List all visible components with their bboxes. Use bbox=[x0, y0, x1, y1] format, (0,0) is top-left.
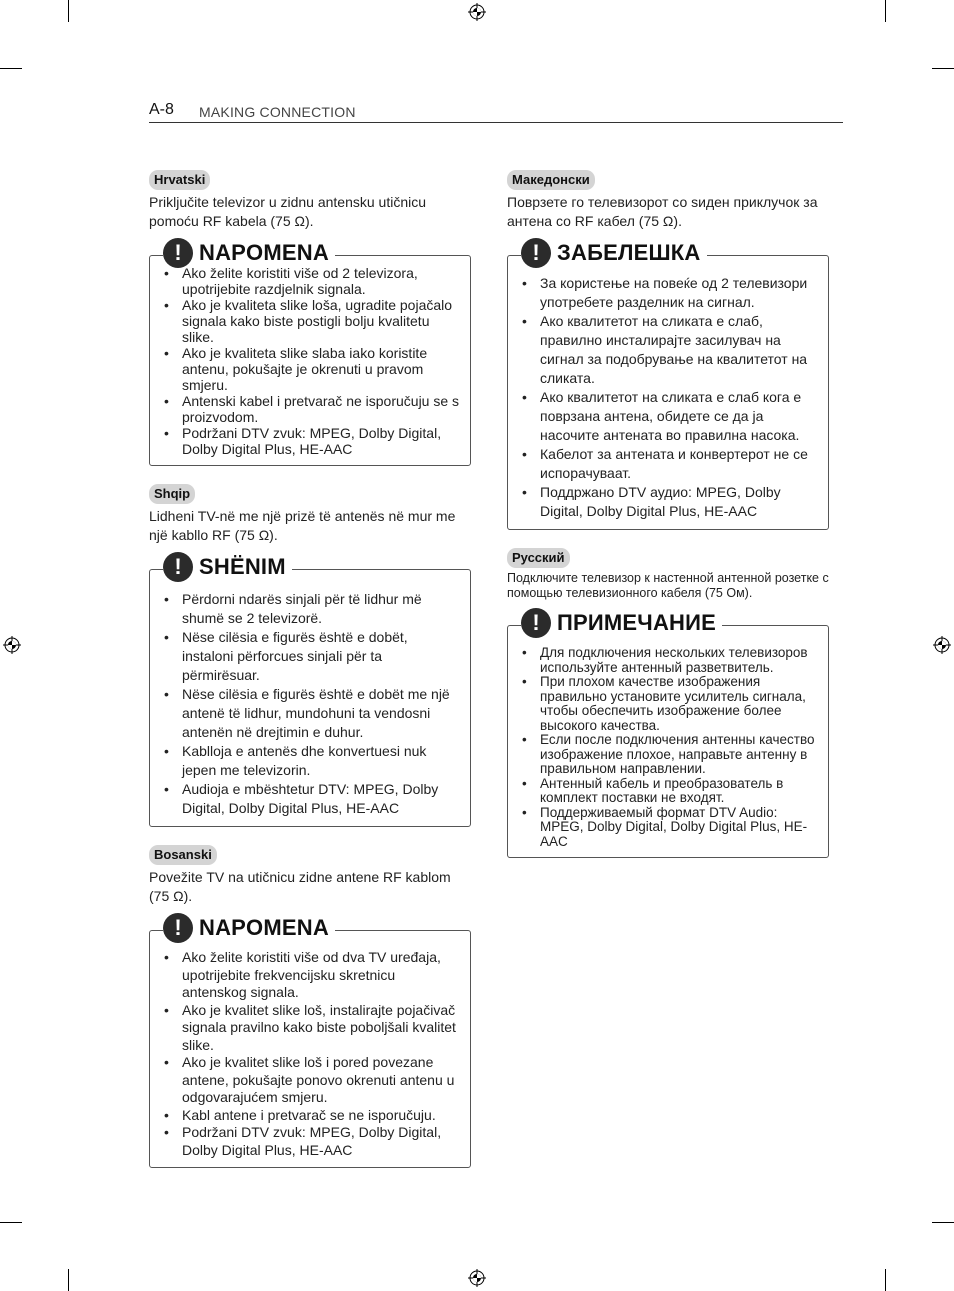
note-header bbox=[163, 913, 335, 943]
lang-section-shqip bbox=[149, 484, 471, 827]
instruction-text: Подключите телевизор к настенной антенной розетке с помощью телевизионного кабеля (75 Ом). bbox=[507, 571, 829, 600]
crop-mark bbox=[932, 1222, 954, 1223]
instruction-text: Priključite televizor u zidnu antensku utičnicu pomoću RF kabela (75 Ω). bbox=[149, 194, 427, 229]
note-box bbox=[149, 554, 471, 827]
instruction-text: Поврзете го телевизорот со ѕиден приклучок за антена со RF кабел (75 Ω). bbox=[507, 194, 818, 229]
crop-mark bbox=[885, 0, 886, 22]
language-tag: Bosanski bbox=[149, 845, 217, 865]
list-item: • Если после подключения антенны качество изображение плохое, направьте антенну в правильном направлении. bbox=[534, 733, 818, 777]
crop-mark bbox=[0, 1222, 22, 1223]
crop-mark bbox=[932, 68, 954, 69]
lang-section-russkiy bbox=[507, 548, 829, 858]
language-tag: Македонски bbox=[507, 170, 595, 190]
crosshair-registration-icon bbox=[468, 3, 486, 21]
list-item: • Ako želite koristiti više od 2 televizora, upotrijebite razdjelnik signala. bbox=[176, 265, 460, 297]
crop-mark bbox=[885, 1269, 886, 1291]
exclamation-icon: ! bbox=[163, 552, 193, 582]
note-list bbox=[156, 949, 460, 1159]
exclamation-icon: ! bbox=[163, 913, 193, 943]
note-list bbox=[514, 274, 818, 521]
crop-mark bbox=[68, 0, 69, 22]
list-item: • При плохом качестве изображения правильно установите усилитель сигнала, чтобы обеспечить изображение более высокого качества. bbox=[534, 675, 818, 733]
note-title: SHËNIM bbox=[199, 554, 286, 579]
note-list bbox=[514, 646, 818, 849]
list-item: • За користење на повеќе од 2 телевизори употребете разделник на сигнал. bbox=[534, 274, 818, 312]
list-item: • Кабелот за антената и конвертерот не се испорачуваат. bbox=[534, 445, 818, 483]
note-header bbox=[521, 608, 722, 638]
note-box bbox=[507, 240, 829, 530]
left-column bbox=[149, 170, 471, 1186]
list-item: • Ako je kvaliteta slike loša, ugradite pojačalo signala kako biste postigli bolju kvalitetu slike. bbox=[176, 297, 460, 345]
lang-section-bosanski bbox=[149, 845, 471, 1168]
note-list bbox=[156, 265, 460, 457]
list-item: • Ako je kvaliteta slike slaba iako koristite antenu, pokušajte je okrenuti u pravom smjeru. bbox=[176, 345, 460, 393]
list-item: • Ако квалитетот на сликата е слаб, правилно инсталирајте засилувач на сигнал за подобрување на квалитетот на сликата. bbox=[534, 312, 818, 388]
list-item: • Ako je kvalitet slike loš, instalirajte pojačivač signala pravilno kako biste poboljšali kvalitet slike. bbox=[176, 1002, 460, 1055]
crop-mark bbox=[0, 68, 22, 69]
list-item: • Поддржано DTV аудио: MPEG, Dolby Digital, Dolby Digital Plus, HE-AAC bbox=[534, 483, 818, 521]
section-title: MAKING CONNECTION bbox=[199, 104, 356, 120]
exclamation-icon: ! bbox=[521, 608, 551, 638]
list-item: • Antenski kabel i pretvarač ne isporučuju se s proizvodom. bbox=[176, 393, 460, 425]
note-title: ПРИМЕЧАНИЕ bbox=[557, 610, 717, 635]
list-item: • Podržani DTV zvuk: MPEG, Dolby Digital, Dolby Digital Plus, HE-AAC bbox=[176, 425, 460, 457]
exclamation-icon: ! bbox=[521, 238, 551, 268]
list-item: • Ako je kvalitet slike loš i pored povezane antene, pokušajte ponovo okrenuti antenu u odgovarajućem smjeru. bbox=[176, 1054, 460, 1107]
list-item: • Kablloja e antenës dhe konvertuesi nuk jepen me televizorin. bbox=[176, 742, 460, 780]
language-tag: Shqip bbox=[149, 484, 195, 504]
right-column bbox=[507, 170, 829, 876]
note-title: NAPOMENA bbox=[199, 240, 329, 265]
list-item: • Podržani DTV zvuk: MPEG, Dolby Digital, Dolby Digital Plus, HE-AAC bbox=[176, 1124, 460, 1159]
crosshair-registration-icon bbox=[3, 636, 21, 654]
lang-section-hrvatski bbox=[149, 170, 471, 466]
note-box bbox=[507, 610, 829, 858]
exclamation-icon: ! bbox=[163, 238, 193, 268]
list-item: • Для подключения нескольких телевизоров используйте антенный разветвитель. bbox=[534, 646, 818, 675]
crosshair-registration-icon bbox=[468, 1269, 486, 1287]
crosshair-registration-icon bbox=[933, 636, 951, 654]
note-title: ЗАБЕЛЕШКА bbox=[557, 240, 701, 265]
note-header bbox=[163, 552, 292, 582]
note-list bbox=[156, 590, 460, 818]
list-item: • Përdorni ndarës sinjali për të lidhur më shumë se 2 televizorë. bbox=[176, 590, 460, 628]
list-item: • Поддерживаемый формат DTV Audio: MPEG, Dolby Digital, Dolby Digital Plus, HE-AAC bbox=[534, 806, 818, 850]
page-number: A-8 bbox=[149, 101, 174, 118]
language-tag: Русский bbox=[507, 548, 570, 568]
note-header bbox=[163, 238, 335, 268]
note-box bbox=[149, 915, 471, 1168]
list-item: • Nëse cilësia e figurës është e dobët, instaloni përforcues sinjali për ta përmirësuar. bbox=[176, 628, 460, 685]
list-item: • Audioja e mbështetur DTV: MPEG, Dolby Digital, Dolby Digital Plus, HE-AAC bbox=[176, 780, 460, 818]
list-item: • Ако квалитетот на сликата е слаб кога е поврзана антена, обидете се да ја насочите антената во правилна насока. bbox=[534, 388, 818, 445]
page-header bbox=[149, 100, 843, 123]
list-item: • Kabl antene i pretvarač se ne isporučuju. bbox=[176, 1107, 460, 1125]
instruction-text: Povežite TV na utičnicu zidne antene RF kablom (75 Ω). bbox=[149, 869, 451, 904]
note-title: NAPOMENA bbox=[199, 915, 329, 940]
note-header bbox=[521, 238, 707, 268]
list-item: • Антенный кабель и преобразователь в комплект поставки не входят. bbox=[534, 777, 818, 806]
note-box bbox=[149, 240, 471, 466]
instruction-text: Lidheni TV-në me një prizë të antenës në mur me një kabllo RF (75 Ω). bbox=[149, 508, 456, 543]
list-item: • Nëse cilësia e figurës është e dobët me një antenë të lidhur, mundohuni ta vendosni antenën në drejtimin e duhur. bbox=[176, 685, 460, 742]
language-tag: Hrvatski bbox=[149, 170, 210, 190]
list-item: • Ako želite koristiti više od dva TV uređaja, upotrijebite frekvencijsku skretnicu antenskog signala. bbox=[176, 949, 460, 1002]
lang-section-makedonski bbox=[507, 170, 829, 530]
crop-mark bbox=[68, 1269, 69, 1291]
